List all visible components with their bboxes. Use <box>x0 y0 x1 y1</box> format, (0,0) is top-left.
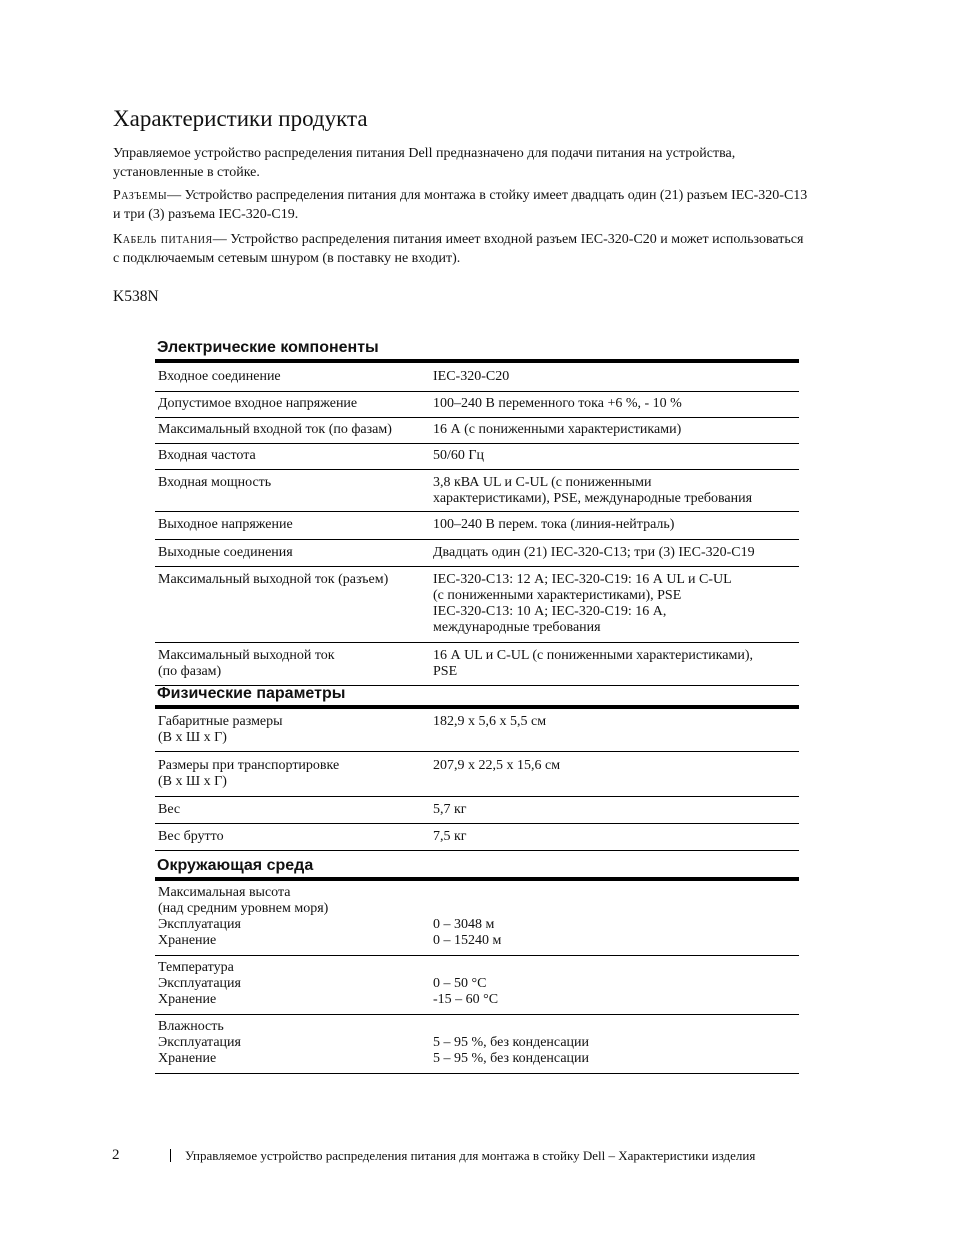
footer-text: Управляемое устройство распределения питания для монтажа в стойку Dell – Характеристики изделия <box>185 1148 756 1163</box>
power-cable-paragraph <box>113 230 813 268</box>
electrical-table <box>155 363 799 686</box>
row-value: IEC-320-C13: 12 А; IEC-320-C19: 16 А UL и C-UL (с пониженными характеристиками), PSE IEC-320-C13: 10 А; IEC-320-C19: 16 А, международные требования <box>433 572 732 635</box>
intro-paragraph: Управляемое устройство распределения питания Dell предназначено для подачи питания на устройства, установленные в стойке. <box>113 146 736 180</box>
row-label: Максимальный входной ток (по фазам) <box>158 422 392 437</box>
physical-table <box>155 709 799 851</box>
row-value: 3,8 кВА UL и C-UL (с пониженными характеристиками), PSE, международные требования <box>433 475 753 506</box>
row-value: 207,9 х 22,5 х 15,6 см <box>433 758 561 773</box>
row-label: Максимальная высота (над средним уровнем моря) Эксплуатация Хранение <box>158 885 329 948</box>
row-label: Размеры при транспортировке (В х Ш х Г) <box>158 758 340 789</box>
table-row <box>155 824 799 851</box>
row-label: Допустимое входное напряжение <box>158 396 358 411</box>
table-row <box>155 540 799 567</box>
page-number: 2 <box>112 1147 120 1163</box>
table-row <box>155 444 799 470</box>
row-value: 5,7 кг <box>433 802 467 817</box>
row-label: Входная мощность <box>158 475 272 490</box>
page-title: Характеристики продукта <box>113 106 368 131</box>
table-row <box>155 643 799 686</box>
connectors-text: — Устройство распределения питания для монтажа в стойку имеет двадцать один (21) разъем IEC-320-C13 и три (3) разъема IEC-320-C19. <box>113 188 808 222</box>
row-label: Габаритные размеры (В х Ш х Г) <box>158 714 283 745</box>
row-label: Максимальный выходной ток (разъем) <box>158 572 389 587</box>
table-row <box>155 392 799 418</box>
table-row <box>155 418 799 444</box>
table-row <box>155 752 799 797</box>
table-row <box>155 797 799 824</box>
physical-section <box>155 683 799 851</box>
row-value: 0 – 50 °C -15 – 60 °C <box>433 976 499 1007</box>
environment-heading: Окружающая среда <box>157 857 314 874</box>
row-label: Вес <box>158 802 181 817</box>
power-cable-text: — Устройство распределения питания имеет входной разъем IEC-320-C20 и может использоваться с подключаемым сетевым шнуром (в поставку не входит). <box>113 232 804 266</box>
table-row <box>155 881 799 956</box>
row-value: Двадцать один (21) IEC-320-C13; три (3) IEC-320-C19 <box>433 545 755 560</box>
table-row <box>155 512 799 540</box>
table-row <box>155 956 799 1015</box>
physical-heading: Физические параметры <box>157 685 346 702</box>
connectors-term: Разъемы <box>113 188 168 203</box>
table-row <box>155 363 799 392</box>
row-value: 100–240 В перем. тока (линия-нейтраль) <box>433 517 675 532</box>
row-value: 0 – 3048 м 0 – 15240 м <box>433 917 502 948</box>
table-row <box>155 470 799 512</box>
electrical-section <box>155 337 799 686</box>
row-value: 16 А (с пониженными характеристиками) <box>433 422 682 437</box>
row-label: Вес брутто <box>158 829 224 844</box>
table-row <box>155 567 799 643</box>
row-label: Влажность Эксплуатация Хранение <box>158 1019 241 1066</box>
row-value: 7,5 кг <box>433 829 467 844</box>
row-value: IEC-320-C20 <box>433 369 510 384</box>
table-row <box>155 709 799 752</box>
row-value: 5 – 95 %, без конденсации 5 – 95 %, без конденсации <box>433 1035 590 1066</box>
row-label: Максимальный выходной ток (по фазам) <box>158 648 335 679</box>
row-label: Входное соединение <box>158 369 281 384</box>
footer-divider <box>170 1149 171 1162</box>
row-value: 182,9 х 5,6 х 5,5 см <box>433 714 547 729</box>
row-label: Температура Эксплуатация Хранение <box>158 960 241 1007</box>
power-cable-term: Кабель питания <box>113 232 213 247</box>
row-label: Выходное напряжение <box>158 517 293 532</box>
row-label: Выходные соединения <box>158 545 293 560</box>
row-value: 100–240 В переменного тока +6 %, - 10 % <box>433 396 682 411</box>
environment-table <box>155 881 799 1074</box>
table-row <box>155 1015 799 1074</box>
row-value: 50/60 Гц <box>433 448 484 463</box>
environment-section <box>155 855 799 1074</box>
row-value: 16 А UL и C-UL (с пониженными характеристиками), PSE <box>433 648 754 679</box>
electrical-heading: Электрические компоненты <box>157 339 379 356</box>
model-number: K538N <box>113 288 159 305</box>
row-label: Входная частота <box>158 448 256 463</box>
connectors-paragraph <box>113 186 813 224</box>
